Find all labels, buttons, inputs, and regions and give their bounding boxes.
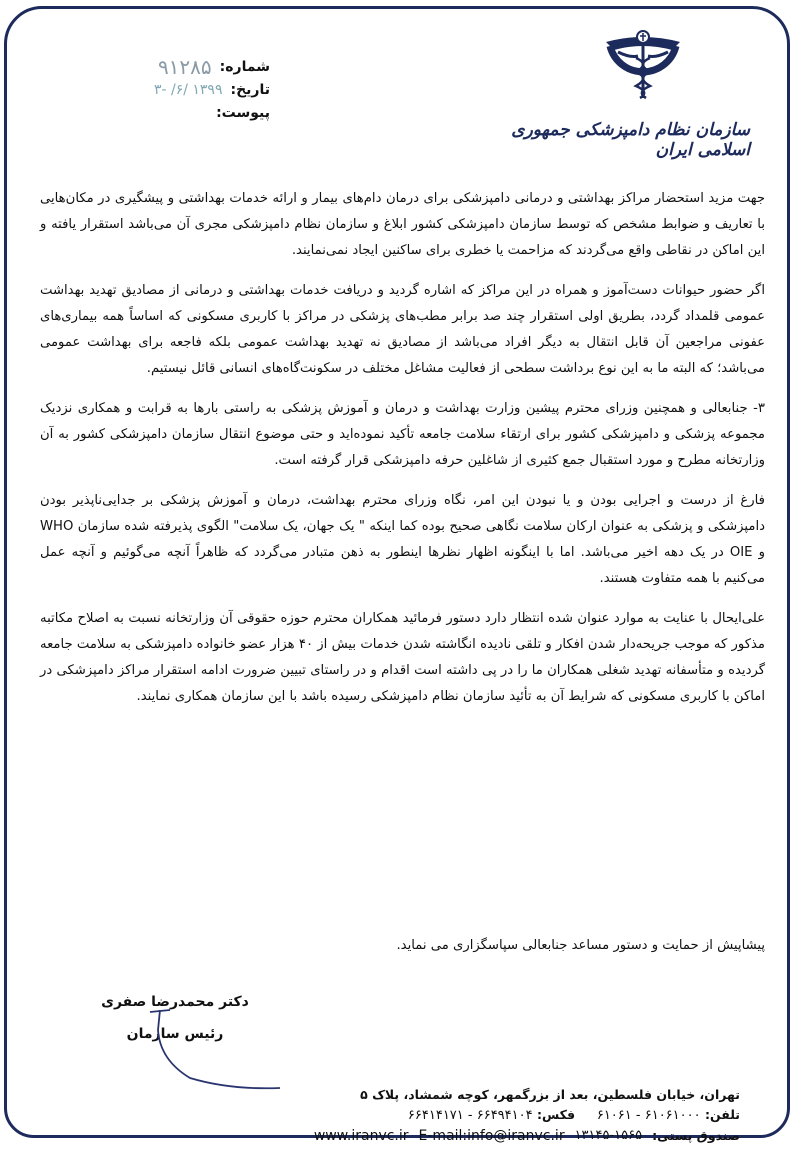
email-link[interactable]: E-mail:info@iranvc.ir [418,1128,565,1144]
handwritten-signature-icon [130,1000,290,1090]
veterinary-organization-logo-icon [600,28,686,108]
fax-label: فکس: [536,1107,576,1122]
closing-line: پیشاپیش از حمایت و دستور مساعد جنابعالی سپاسگزاری می نماید. [396,938,765,953]
letterhead-footer [150,1085,740,1146]
number-value: ۹۱۲۸۵ [157,54,212,79]
phone-value: ۶۱۰۶۱۰۰۰ - ۶۱۰۶۱ [596,1108,701,1123]
number-row [90,55,270,78]
paragraph: علی‌ایحال با عنایت به موارد عنوان شده انتظار دارد دستور فرمائید همکاران محترم حوزه حقوقی آن وزارتخانه نسبت به اصلاح مکاتبه مذکور که موجب جریحه‌دار شدن افکار و تلقی نادیده انگاشته شدن خدمات بیش از ۴۰ هزار عضو خانواده دامپزشکی به سلامت جامعه گردیده و متأسفانه تهدید شغلی همکاران ما را در پی داشته است اقدام و در راستای تبیین ضرورت ادامه استقرار مراکز دامپزشکی در اماکن با کاربری مسکونی که شرایط آن به تأئید سازمان نظام دامپزشکی رسیده باشد با این سازمان همکاری نمایند. [40,611,765,704]
paragraph: فارغ از درست و اجرایی بودن و یا نبودن این امر، نگاه وزرای محترم بهداشت، درمان و آموزش پزشکی بر جدایی‌ناپذیر بودن دامپزشکی و پزشکی به عنوان ارکان سلامت نگاهی صحیح بوده کما اینکه " یک جهان، یک سلامت" الگوی پذیرفته شده سازمان WHO و OIE در یک دهه اخیر می‌باشد. اما با اینگونه اظهار نظرها اینطور به ذهن متبادر می‌گردد که ظاهراً آنچه می‌گوئیم و آنچه عمل می‌کنیم با همه متفاوت هستند. [40,493,766,586]
paragraph: ۳- جنابعالی و همچنین وزرای محترم پیشین وزارت بهداشت و درمان و آموزش پزشکی به راستی بارها به قرابت و همکاری نزدیک مجموعه پزشکی و دامپزشکی کشور برای ارتقاء سلامت جامعه تأکید نموده‌اید و حتی موضوع انتقال سازمان دامپزشکی کشور به آن وزارتخانه مطرح و مورد استقبال جمع کثیری از شاغلین حرفه دامپزشکی قرار گرفته است. [40,401,765,468]
date-value: ۱۳۹۹ /۶/ -۳ [153,81,223,98]
paragraph: جهت مزید استحضار مراکز بهداشتی و درمانی دامپزشکی برای درمان دام‌های بیمار و ارائه خدمات بهداشتی و پیشگیری در مکان‌هایی با تعاریف و ضوابط مشخص که توسط سازمان دامپزشکی کشور ابلاغ و سازمان نظام دامپزشکی مجری آن می‌باشد استقرار یافته و این اماکن در نقاطی واقع می‌گردند که مزاحمت یا خطری برای ساکنین ایجاد نمی‌نمایند. [40,191,765,258]
footer-address: تهران، خیابان فلسطین، بعد از بزرگمهر، کوچه شمشاد، پلاک ۵ [360,1087,740,1102]
po-box-label: صندوق پستی: [652,1128,740,1143]
signer-name: دکتر محمدرضا صفری [101,994,249,1010]
fax-value: ۶۶۴۹۴۱۰۴ - ۶۶۴۱۴۱۷۱ [407,1108,533,1123]
signer-title: رئیس سازمان [126,1026,224,1042]
organization-name: سازمان نظام دامپزشکی جمهوری اسلامی ایران [511,120,750,160]
date-row [90,78,270,101]
date-label: تاریخ: [230,81,270,98]
paragraph: اگر حضور حیوانات دست‌آموز و همراه در این مراکز که اشاره گردید و دریافت خدمات بهداشتی و درمانی از مصادیق تهدید بهداشت عمومی قلمداد گردد، بطریق اولی استقرار چند صد برابر مطب‌های پزشکی در مراکز با کاربری مسکونی که اساساً همه بیماری‌های عفونی مراجعین آن قابل انتقال به دیگر افراد می‌باشد از مصادیق نه تهدید بهداشت عمومی بلکه فاجعه برای بهداشت عمومی می‌باشد؛ که البته ما به این نوع برداشت سطحی از فعالیت مشاغل مختلف در سکونت‌گاه‌های انسانی قائل نیستیم. [40,283,765,376]
letter-body [40,186,765,724]
website-link[interactable]: www.iranvc.ir [313,1128,409,1144]
po-box-value: ۱۳۱۴۵-۱۵۶۵ [574,1128,643,1143]
phone-label: تلفن: [704,1107,740,1122]
footer-phone-fax [150,1105,740,1126]
reference-block [90,55,270,124]
attachment-row [90,101,270,124]
attachment-label: پیوست: [216,104,270,121]
footer-contact-line [150,1126,740,1146]
number-label: شماره: [219,58,270,75]
